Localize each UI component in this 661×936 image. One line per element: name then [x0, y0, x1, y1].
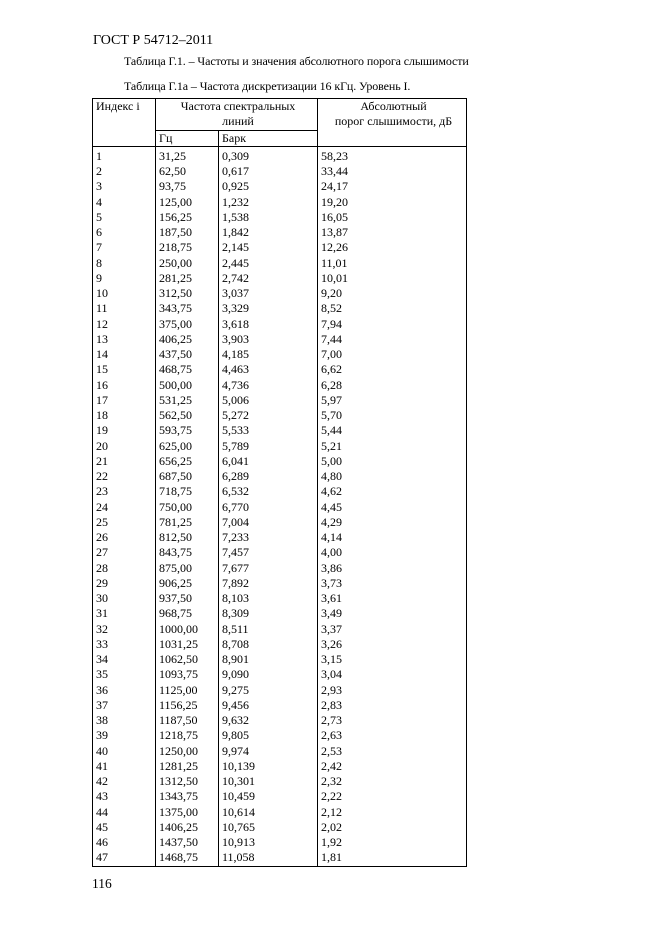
cell-index: 11	[93, 301, 156, 316]
cell-index: 33	[93, 637, 156, 652]
cell-bark: 10,301	[219, 774, 318, 789]
cell-bark: 7,004	[219, 515, 318, 530]
cell-hz: 562,50	[156, 408, 219, 423]
cell-hz: 906,25	[156, 576, 219, 591]
cell-threshold: 7,00	[318, 347, 467, 362]
cell-index: 17	[93, 393, 156, 408]
table-row	[93, 606, 467, 621]
cell-threshold: 2,93	[318, 683, 467, 698]
cell-threshold: 3,73	[318, 576, 467, 591]
cell-index: 32	[93, 622, 156, 637]
cell-bark: 10,139	[219, 759, 318, 774]
cell-index: 44	[93, 805, 156, 820]
table-row	[93, 820, 467, 835]
table-row	[93, 347, 467, 362]
cell-threshold: 5,00	[318, 454, 467, 469]
cell-bark: 4,185	[219, 347, 318, 362]
cell-index: 19	[93, 423, 156, 438]
cell-index: 23	[93, 484, 156, 499]
table-row	[93, 683, 467, 698]
cell-index: 13	[93, 332, 156, 347]
cell-bark: 1,232	[219, 195, 318, 210]
table-row	[93, 271, 467, 286]
cell-hz: 312,50	[156, 286, 219, 301]
cell-bark: 8,901	[219, 652, 318, 667]
table-row	[93, 408, 467, 423]
cell-index: 3	[93, 179, 156, 194]
cell-hz: 343,75	[156, 301, 219, 316]
header-frequency-line2: линий	[222, 114, 254, 129]
cell-hz: 1125,00	[156, 683, 219, 698]
cell-threshold: 4,14	[318, 530, 467, 545]
cell-threshold: 12,26	[318, 240, 467, 255]
table-row	[93, 530, 467, 545]
cell-bark: 6,041	[219, 454, 318, 469]
table-row	[93, 698, 467, 713]
cell-index: 24	[93, 500, 156, 515]
cell-threshold: 4,29	[318, 515, 467, 530]
cell-index: 29	[93, 576, 156, 591]
cell-bark: 0,925	[219, 179, 318, 194]
cell-hz: 1437,50	[156, 835, 219, 850]
cell-threshold: 3,04	[318, 667, 467, 682]
table-row	[93, 225, 467, 240]
cell-hz: 1406,25	[156, 820, 219, 835]
table-row	[93, 515, 467, 530]
cell-threshold: 16,05	[318, 210, 467, 225]
cell-threshold: 9,20	[318, 286, 467, 301]
cell-index: 15	[93, 362, 156, 377]
cell-bark: 2,445	[219, 256, 318, 271]
cell-bark: 7,233	[219, 530, 318, 545]
cell-bark: 1,842	[219, 225, 318, 240]
cell-threshold: 11,01	[318, 256, 467, 271]
cell-threshold: 7,94	[318, 317, 467, 332]
cell-index: 43	[93, 789, 156, 804]
cell-hz: 593,75	[156, 423, 219, 438]
cell-index: 8	[93, 256, 156, 271]
cell-threshold: 24,17	[318, 179, 467, 194]
table-row	[93, 484, 467, 499]
cell-bark: 3,618	[219, 317, 318, 332]
cell-threshold: 4,62	[318, 484, 467, 499]
table-row	[93, 576, 467, 591]
table-row	[93, 667, 467, 682]
cell-threshold: 3,26	[318, 637, 467, 652]
cell-threshold: 13,87	[318, 225, 467, 240]
cell-hz: 406,25	[156, 332, 219, 347]
cell-threshold: 2,12	[318, 805, 467, 820]
cell-hz: 1250,00	[156, 744, 219, 759]
cell-index: 14	[93, 347, 156, 362]
table-row	[93, 362, 467, 377]
cell-bark: 2,145	[219, 240, 318, 255]
table-row	[93, 240, 467, 255]
cell-threshold: 58,23	[318, 146, 467, 164]
cell-index: 41	[93, 759, 156, 774]
cell-hz: 218,75	[156, 240, 219, 255]
table-row	[93, 378, 467, 393]
cell-threshold: 3,15	[318, 652, 467, 667]
cell-bark: 10,459	[219, 789, 318, 804]
cell-bark: 7,677	[219, 561, 318, 576]
cell-bark: 8,708	[219, 637, 318, 652]
cell-bark: 8,309	[219, 606, 318, 621]
cell-hz: 1468,75	[156, 850, 219, 866]
table-row	[93, 850, 467, 866]
cell-hz: 125,00	[156, 195, 219, 210]
cell-bark: 10,614	[219, 805, 318, 820]
header-threshold	[318, 99, 467, 147]
cell-hz: 1093,75	[156, 667, 219, 682]
document-code: ГОСТ Р 54712–2011	[93, 33, 214, 48]
cell-hz: 375,00	[156, 317, 219, 332]
table-caption: Таблица Г.1а – Частота дискретизации 16 кГц. Уровень I.	[124, 79, 411, 93]
cell-bark: 9,974	[219, 744, 318, 759]
cell-threshold: 4,00	[318, 545, 467, 560]
table-row	[93, 332, 467, 347]
cell-hz: 1156,25	[156, 698, 219, 713]
cell-threshold: 2,22	[318, 789, 467, 804]
page-number: 116	[92, 876, 112, 891]
table-row	[93, 622, 467, 637]
cell-threshold: 5,44	[318, 423, 467, 438]
cell-index: 18	[93, 408, 156, 423]
cell-index: 40	[93, 744, 156, 759]
cell-hz: 531,25	[156, 393, 219, 408]
table-row	[93, 835, 467, 850]
table-row	[93, 637, 467, 652]
cell-index: 37	[93, 698, 156, 713]
cell-bark: 0,617	[219, 164, 318, 179]
cell-index: 30	[93, 591, 156, 606]
cell-threshold: 8,52	[318, 301, 467, 316]
cell-hz: 1375,00	[156, 805, 219, 820]
header-threshold-line2: порог слышимости, дБ	[334, 114, 453, 129]
cell-index: 31	[93, 606, 156, 621]
cell-index: 7	[93, 240, 156, 255]
cell-threshold: 1,81	[318, 850, 467, 866]
cell-hz: 687,50	[156, 469, 219, 484]
table-row	[93, 146, 467, 164]
cell-hz: 843,75	[156, 545, 219, 560]
cell-index: 27	[93, 545, 156, 560]
cell-index: 22	[93, 469, 156, 484]
threshold-table	[92, 98, 467, 867]
cell-bark: 0,309	[219, 146, 318, 164]
cell-threshold: 5,21	[318, 439, 467, 454]
cell-bark: 9,632	[219, 713, 318, 728]
table-row	[93, 774, 467, 789]
cell-index: 2	[93, 164, 156, 179]
cell-bark: 9,805	[219, 728, 318, 743]
table-row	[93, 210, 467, 225]
table-row	[93, 195, 467, 210]
table-row	[93, 805, 467, 820]
table-row	[93, 652, 467, 667]
cell-hz: 1062,50	[156, 652, 219, 667]
cell-index: 12	[93, 317, 156, 332]
table-row	[93, 317, 467, 332]
cell-bark: 7,457	[219, 545, 318, 560]
table-row	[93, 591, 467, 606]
cell-index: 46	[93, 835, 156, 850]
header-hz: Гц	[156, 130, 219, 146]
cell-hz: 1218,75	[156, 728, 219, 743]
cell-hz: 656,25	[156, 454, 219, 469]
cell-hz: 93,75	[156, 179, 219, 194]
cell-bark: 3,329	[219, 301, 318, 316]
cell-bark: 8,511	[219, 622, 318, 637]
cell-index: 21	[93, 454, 156, 469]
cell-hz: 1031,25	[156, 637, 219, 652]
cell-index: 34	[93, 652, 156, 667]
table-row	[93, 179, 467, 194]
header-frequency	[156, 99, 318, 131]
cell-index: 1	[93, 146, 156, 164]
cell-hz: 500,00	[156, 378, 219, 393]
cell-bark: 5,789	[219, 439, 318, 454]
cell-hz: 875,00	[156, 561, 219, 576]
cell-threshold: 2,42	[318, 759, 467, 774]
table-row	[93, 500, 467, 515]
cell-hz: 1000,00	[156, 622, 219, 637]
table-row	[93, 286, 467, 301]
cell-bark: 1,538	[219, 210, 318, 225]
cell-threshold: 6,28	[318, 378, 467, 393]
cell-bark: 7,892	[219, 576, 318, 591]
header-frequency-line1: Частота спектральных	[180, 99, 296, 113]
cell-index: 42	[93, 774, 156, 789]
cell-hz: 937,50	[156, 591, 219, 606]
cell-hz: 781,25	[156, 515, 219, 530]
table-row	[93, 744, 467, 759]
cell-hz: 1281,25	[156, 759, 219, 774]
cell-hz: 31,25	[156, 146, 219, 164]
cell-hz: 1187,50	[156, 713, 219, 728]
cell-hz: 281,25	[156, 271, 219, 286]
cell-index: 47	[93, 850, 156, 866]
cell-bark: 2,742	[219, 271, 318, 286]
cell-threshold: 3,61	[318, 591, 467, 606]
table-row	[93, 469, 467, 484]
cell-bark: 9,456	[219, 698, 318, 713]
cell-index: 9	[93, 271, 156, 286]
cell-hz: 187,50	[156, 225, 219, 240]
cell-hz: 625,00	[156, 439, 219, 454]
cell-bark: 5,272	[219, 408, 318, 423]
cell-threshold: 2,63	[318, 728, 467, 743]
cell-bark: 4,463	[219, 362, 318, 377]
cell-bark: 9,275	[219, 683, 318, 698]
cell-bark: 9,090	[219, 667, 318, 682]
table-row	[93, 713, 467, 728]
table-row	[93, 545, 467, 560]
table-row	[93, 439, 467, 454]
cell-hz: 1312,50	[156, 774, 219, 789]
header-bark: Барк	[219, 130, 318, 146]
cell-hz: 750,00	[156, 500, 219, 515]
cell-bark: 3,037	[219, 286, 318, 301]
table-row	[93, 423, 467, 438]
cell-threshold: 5,70	[318, 408, 467, 423]
cell-threshold: 4,45	[318, 500, 467, 515]
cell-bark: 8,103	[219, 591, 318, 606]
cell-hz: 437,50	[156, 347, 219, 362]
cell-threshold: 6,62	[318, 362, 467, 377]
table-group-caption: Таблица Г.1. – Частоты и значения абсолютного порога слышимости	[124, 54, 469, 68]
cell-threshold: 19,20	[318, 195, 467, 210]
table-row	[93, 789, 467, 804]
cell-bark: 4,736	[219, 378, 318, 393]
cell-index: 28	[93, 561, 156, 576]
cell-threshold: 5,97	[318, 393, 467, 408]
cell-index: 26	[93, 530, 156, 545]
cell-hz: 156,25	[156, 210, 219, 225]
cell-bark: 3,903	[219, 332, 318, 347]
cell-bark: 6,289	[219, 469, 318, 484]
header-threshold-line1: Абсолютный	[360, 99, 427, 113]
table-row	[93, 301, 467, 316]
cell-threshold: 2,83	[318, 698, 467, 713]
cell-index: 20	[93, 439, 156, 454]
cell-bark: 5,006	[219, 393, 318, 408]
cell-bark: 11,058	[219, 850, 318, 866]
cell-hz: 250,00	[156, 256, 219, 271]
table-row	[93, 759, 467, 774]
cell-index: 6	[93, 225, 156, 240]
table-row	[93, 164, 467, 179]
cell-hz: 812,50	[156, 530, 219, 545]
cell-hz: 1343,75	[156, 789, 219, 804]
cell-index: 45	[93, 820, 156, 835]
cell-hz: 968,75	[156, 606, 219, 621]
cell-hz: 62,50	[156, 164, 219, 179]
cell-threshold: 10,01	[318, 271, 467, 286]
cell-bark: 5,533	[219, 423, 318, 438]
cell-index: 5	[93, 210, 156, 225]
cell-bark: 6,532	[219, 484, 318, 499]
cell-index: 25	[93, 515, 156, 530]
cell-threshold: 3,49	[318, 606, 467, 621]
cell-hz: 718,75	[156, 484, 219, 499]
cell-threshold: 1,92	[318, 835, 467, 850]
cell-index: 10	[93, 286, 156, 301]
header-index: Индекс i	[93, 99, 156, 147]
cell-bark: 10,765	[219, 820, 318, 835]
cell-threshold: 3,86	[318, 561, 467, 576]
cell-index: 35	[93, 667, 156, 682]
cell-threshold: 4,80	[318, 469, 467, 484]
table-row	[93, 256, 467, 271]
cell-index: 36	[93, 683, 156, 698]
cell-threshold: 2,02	[318, 820, 467, 835]
cell-index: 16	[93, 378, 156, 393]
cell-index: 39	[93, 728, 156, 743]
table-row	[93, 393, 467, 408]
table-body	[93, 146, 467, 866]
cell-threshold: 2,32	[318, 774, 467, 789]
cell-threshold: 2,53	[318, 744, 467, 759]
cell-index: 38	[93, 713, 156, 728]
cell-hz: 468,75	[156, 362, 219, 377]
cell-index: 4	[93, 195, 156, 210]
table-row	[93, 728, 467, 743]
cell-bark: 6,770	[219, 500, 318, 515]
table-row	[93, 454, 467, 469]
cell-threshold: 33,44	[318, 164, 467, 179]
table-row	[93, 561, 467, 576]
cell-bark: 10,913	[219, 835, 318, 850]
cell-threshold: 7,44	[318, 332, 467, 347]
cell-threshold: 3,37	[318, 622, 467, 637]
cell-threshold: 2,73	[318, 713, 467, 728]
